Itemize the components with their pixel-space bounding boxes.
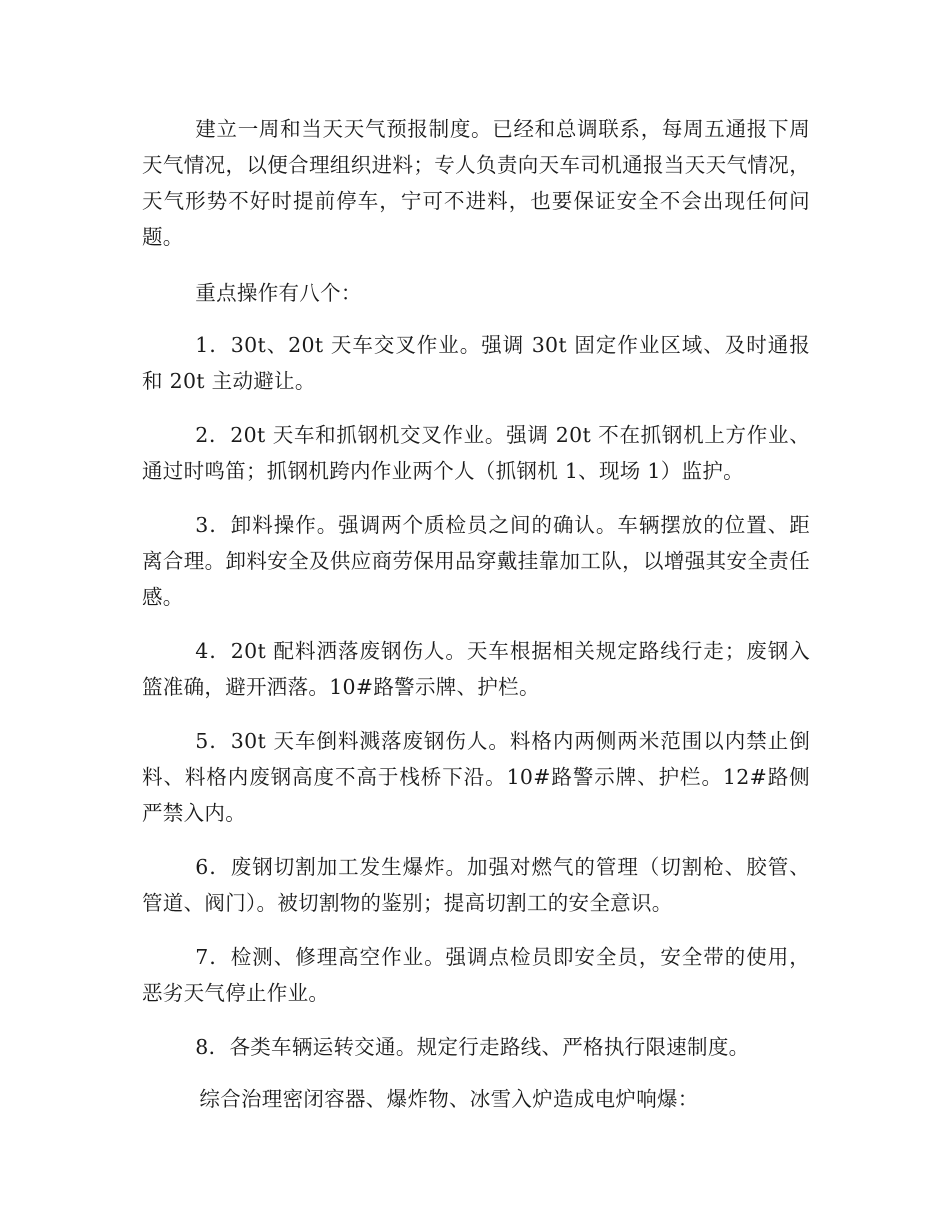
paragraph-weather-forecast: 建立一周和当天天气预报制度。已经和总调联系，每周五通报下周天气情况，以便合理组织进料；专人负责向天车司机通报当天天气情况，天气形势不好时提前停车，宁可不进料，也要保证安全不会出现任何问题。 — [142, 117, 810, 249]
paragraph-key-operations: 重点操作有八个： — [195, 281, 362, 305]
paragraph-item-3: 3．卸料操作。强调两个质检员之间的确认。车辆摆放的位置、距离合理。卸料安全及供应商劳保用品穿戴挂靠加工队，以增强其安全责任感。 — [142, 513, 810, 609]
paragraph-item-2: 2．20t 天车和抓钢机交叉作业。强调 20t 不在抓钢机上方作业、通过时鸣笛；抓钢机跨内作业两个人（抓钢机 1、现场 1）监护。 — [142, 423, 810, 483]
paragraph-item-1: 1．30t、20t 天车交叉作业。强调 30t 固定作业区域、及时通报和 20t 主动避让。 — [142, 333, 810, 393]
paragraph-item-4: 4．20t 配料洒落废钢伤人。天车根据相关规定路线行走；废钢入篮准确，避开洒落。10#路警示牌、护栏。 — [142, 639, 810, 699]
paragraph-item-6: 6．废钢切割加工发生爆炸。加强对燃气的管理（切割枪、胶管、管道、阀门）。被切割物的鉴别；提高切割工的安全意识。 — [142, 855, 810, 915]
paragraph-item-8: 8．各类车辆运转交通。规定行走路线、严格执行限速制度。 — [195, 1035, 750, 1059]
paragraph-item-5: 5．30t 天车倒料溅落废钢伤人。料格内两侧两米范围以内禁止倒料、料格内废钢高度不高于栈桥下沿。10#路警示牌、护栏。12#路侧严禁入内。 — [142, 729, 810, 825]
paragraph-item-7: 7．检测、修理高空作业。强调点检员即安全员，安全带的使用，恶劣天气停止作业。 — [142, 945, 810, 1005]
paragraph-comprehensive-control: 综合治理密闭容器、爆炸物、冰雪入炉造成电炉响爆： — [199, 1087, 699, 1111]
